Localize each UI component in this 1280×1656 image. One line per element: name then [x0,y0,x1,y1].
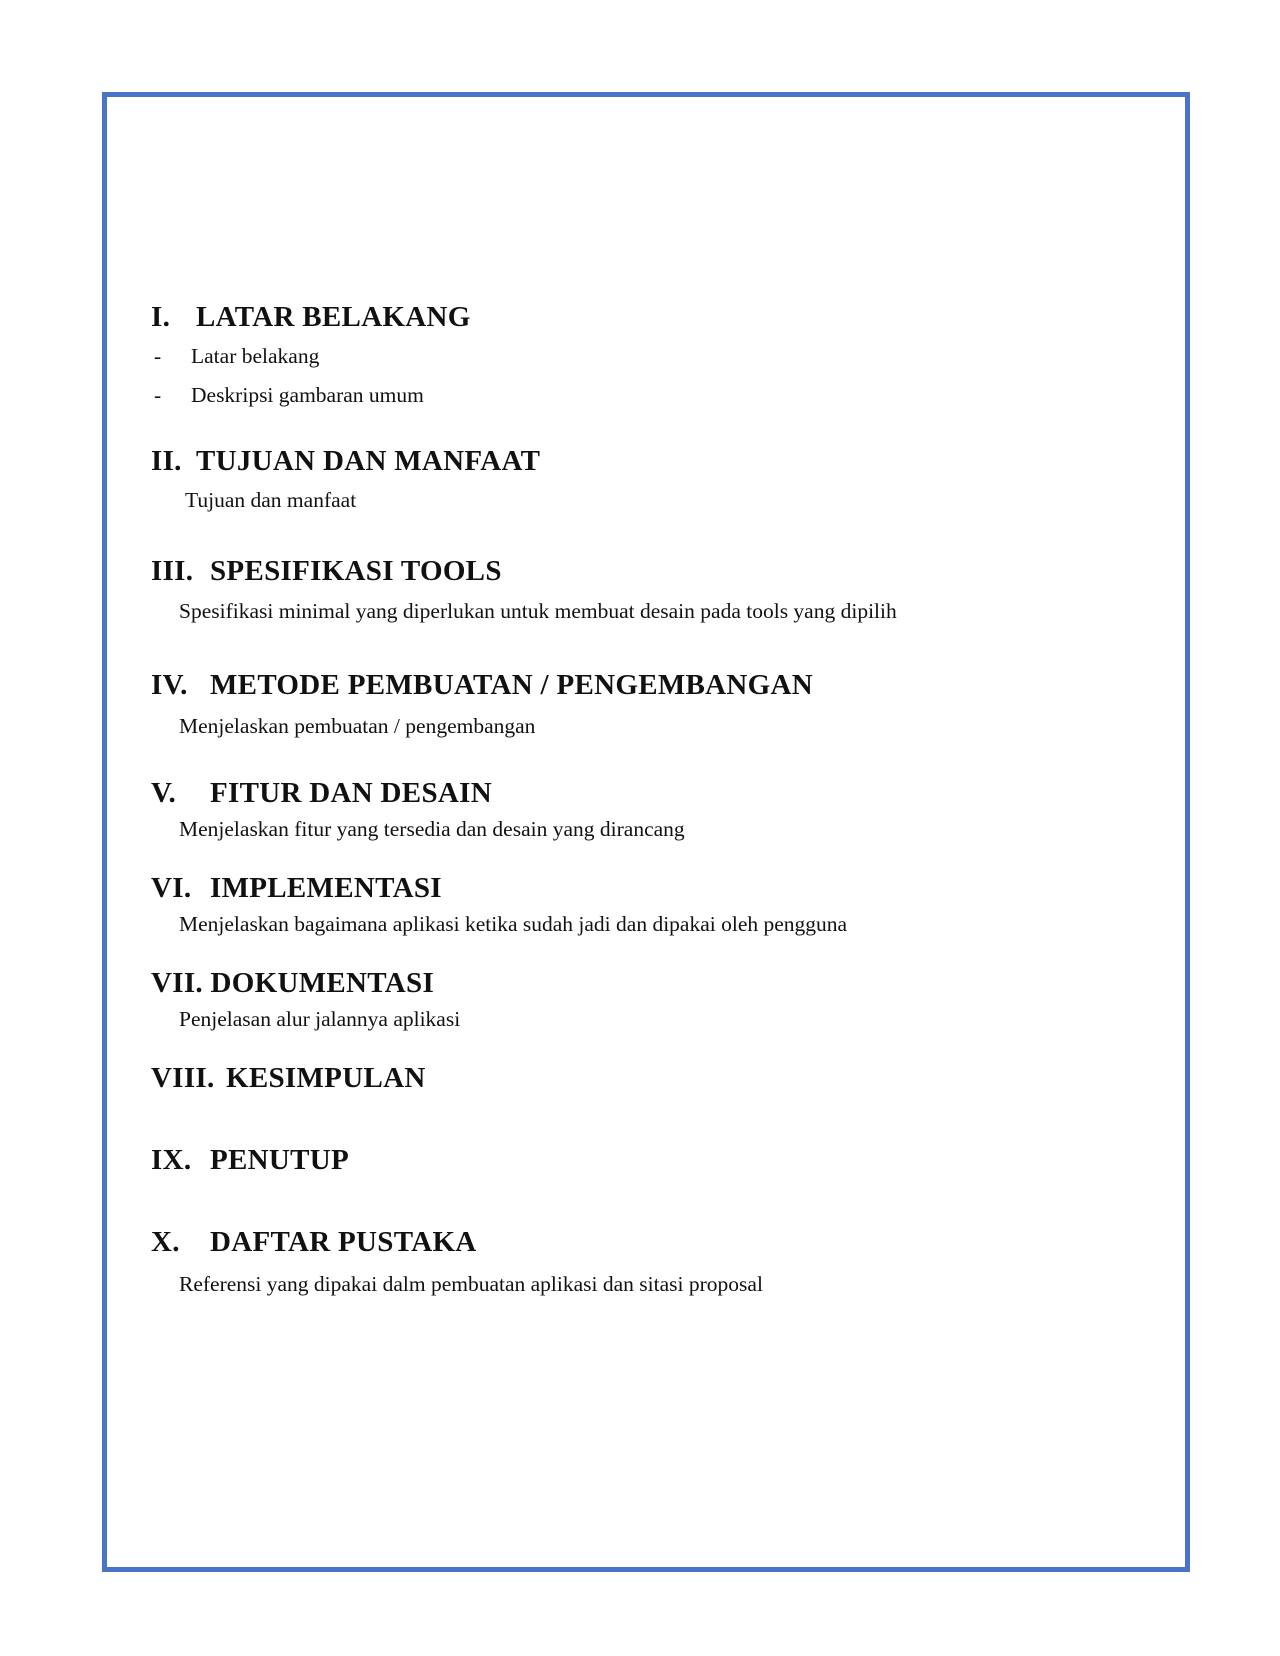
heading-title: METODE PEMBUATAN / PENGEMBANGAN [210,669,814,701]
heading-title: PENUTUP [210,1144,350,1176]
heading-number: VIII. [151,1062,215,1094]
heading-penutup [151,1146,349,1175]
section-body: Menjelaskan pembuatan / pengembangan [179,714,536,738]
heading-metode-pembuatan [151,671,813,700]
section-body: Menjelaskan bagaimana aplikasi ketika sudah jadi dan dipakai oleh pengguna [179,912,848,936]
heading-number: X. [151,1226,180,1258]
bullet-dash: - [154,383,162,407]
heading-number: V. [151,777,177,809]
heading-number: VII. [151,967,203,999]
heading-dokumentasi [151,969,434,998]
heading-spesifikasi-tools [151,557,502,586]
heading-daftar-pustaka [151,1228,477,1257]
heading-title: DOKUMENTASI [210,967,435,999]
heading-title: TUJUAN DAN MANFAAT [196,445,541,477]
heading-number: VI. [151,872,192,904]
section-body: Spesifikasi minimal yang diperlukan untuk membuat desain pada tools yang dipilih [179,599,897,623]
heading-kesimpulan [151,1064,426,1093]
heading-number: II. [151,445,182,477]
heading-title: KESIMPULAN [226,1062,426,1094]
heading-tujuan-dan-manfaat [151,447,540,476]
heading-fitur-dan-desain [151,779,492,808]
heading-title: DAFTAR PUSTAKA [210,1226,477,1258]
section-body: Referensi yang dipakai dalm pembuatan aplikasi dan sitasi proposal [179,1272,763,1296]
bullet-text: Deskripsi gambaran umum [191,383,424,407]
heading-number: I. [151,301,171,333]
section-body: Tujuan dan manfaat [185,488,357,512]
heading-title: LATAR BELAKANG [196,301,471,333]
heading-latar-belakang [151,303,471,332]
heading-implementasi [151,874,442,903]
heading-title: SPESIFIKASI TOOLS [210,555,502,587]
bullet-dash: - [154,344,162,368]
heading-number: IX. [151,1144,192,1176]
heading-title: FITUR DAN DESAIN [210,777,492,809]
section-body: Penjelasan alur jalannya aplikasi [179,1007,461,1031]
heading-title: IMPLEMENTASI [210,872,442,904]
section-body: Menjelaskan fitur yang tersedia dan desain yang dirancang [179,817,685,841]
heading-number: III. [151,555,194,587]
heading-number: IV. [151,669,188,701]
bullet-text: Latar belakang [191,344,320,368]
